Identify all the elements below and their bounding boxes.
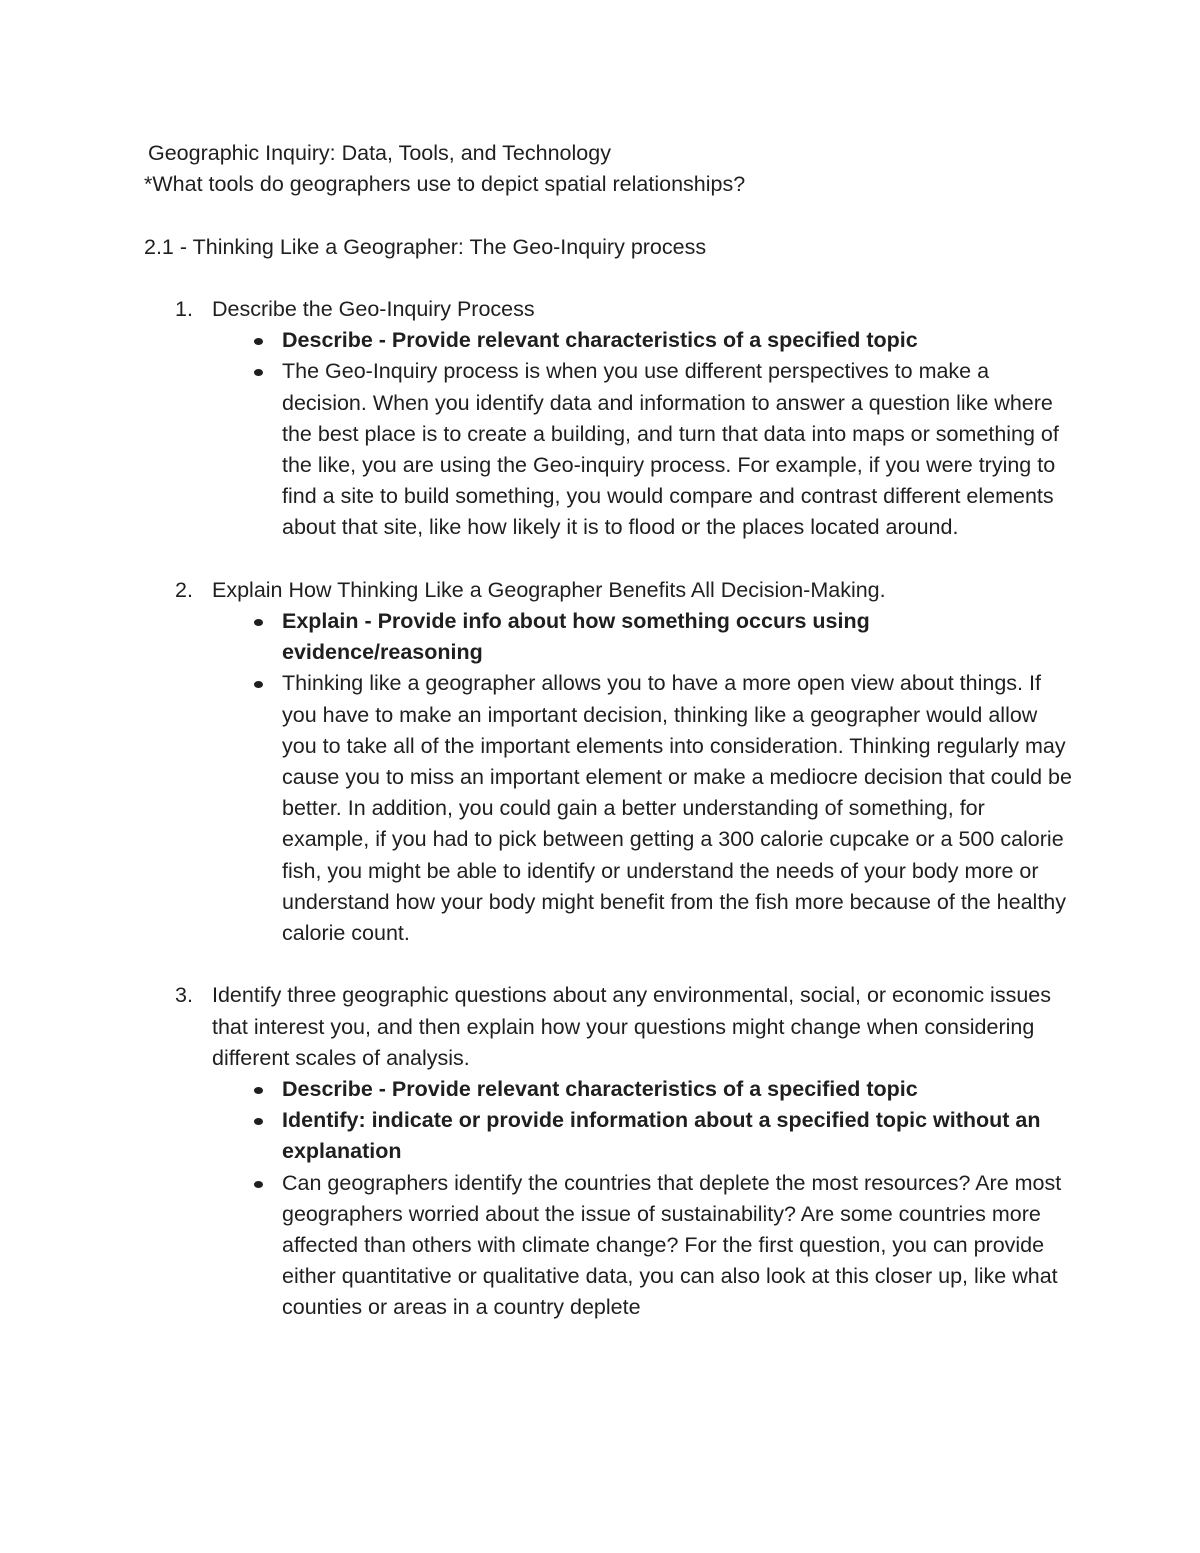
bullet-answer: Thinking like a geographer allows you to have a more open view about things. If you have to make an important decision, thinking like a geographer would allow you to take all of the important elements into consideration. Thinking regularly may cause you to miss an important element or make a mediocre decision that could be better. In addition, you could gain a better understanding of something, for example, if you had to pick between getting a 300 calorie cupcake or a 500 calorie fish, you might be able to identify or understand the needs of your body more or understand how your body might benefit from the fish more because of the healthy calorie count. <box>282 671 1072 946</box>
bullet-answer: The Geo-Inquiry process is when you use different perspectives to make a decision. When you identify data and information to answer a question like where the best place is to create a building, and turn that data into maps or something of the like, you are using the Geo-inquiry process. For example, if you were trying to find a site to build something, you would compare and contrast different elements about that site, like how likely it is to flood or the places located around. <box>282 359 1059 540</box>
spacer <box>144 949 1074 980</box>
bullet-icon <box>254 1181 263 1188</box>
bullet-item <box>144 1105 1074 1167</box>
bullet-icon <box>254 619 263 626</box>
bullet-icon <box>254 1118 263 1125</box>
bullet-definition: Explain - Provide info about how something occurs using evidence/reasoning <box>282 609 870 665</box>
item-number: 3. <box>175 983 193 1008</box>
document-body <box>144 138 1074 1324</box>
item-heading: Explain How Thinking Like a Geographer Benefits All Decision-Making. <box>212 577 886 602</box>
bullet-list <box>144 1074 1074 1324</box>
item-heading-row <box>144 575 1074 606</box>
item-heading: Describe the Geo-Inquiry Process <box>212 296 535 321</box>
bullet-item <box>144 1074 1074 1105</box>
bullet-definition: Describe - Provide relevant characteristics of a specified topic <box>282 328 918 353</box>
numbered-item <box>144 575 1074 949</box>
bullet-item <box>144 606 1074 668</box>
bullet-list <box>144 606 1074 949</box>
spacer <box>144 263 1074 294</box>
section-heading: 2.1 - Thinking Like a Geographer: The Geo-Inquiry process <box>144 234 707 259</box>
bullet-list <box>144 325 1074 543</box>
bullet-icon <box>254 1087 263 1094</box>
bullet-icon <box>254 681 263 688</box>
bullet-icon <box>254 369 263 376</box>
document-title: Geographic Inquiry: Data, Tools, and Technology <box>148 141 611 165</box>
bullet-definition: Describe - Provide relevant characteristics of a specified topic <box>282 1077 918 1102</box>
bullet-item <box>144 1168 1074 1324</box>
bullet-answer: Can geographers identify the countries that deplete the most resources? Are most geographers worried about the issue of sustainability? Are some countries more affected than others with climate change? For the first question, you can provide either quantitative or qualitative data, you can also look at this closer up, like what counties or areas in a country deplete <box>282 1170 1062 1320</box>
bullet-icon <box>254 338 263 345</box>
numbered-item <box>144 980 1074 1323</box>
bullet-item <box>144 356 1074 543</box>
bullet-item <box>144 668 1074 949</box>
spacer <box>144 544 1074 575</box>
bullet-item <box>144 325 1074 356</box>
bullet-definition: Identify: indicate or provide information about a specified topic without an explanation <box>282 1108 1041 1164</box>
item-heading: Identify three geographic questions about any environmental, social, or economic issues that interest you, and then explain how your questions might change when considering different scales of analysis. <box>212 983 1051 1070</box>
spacer <box>144 200 1074 231</box>
item-heading-row <box>144 980 1074 1074</box>
numbered-item <box>144 294 1074 544</box>
item-number: 2. <box>175 577 193 602</box>
item-heading-row <box>144 294 1074 325</box>
item-number: 1. <box>175 296 193 321</box>
guiding-question: *What tools do geographers use to depict spatial relationships? <box>144 172 746 197</box>
